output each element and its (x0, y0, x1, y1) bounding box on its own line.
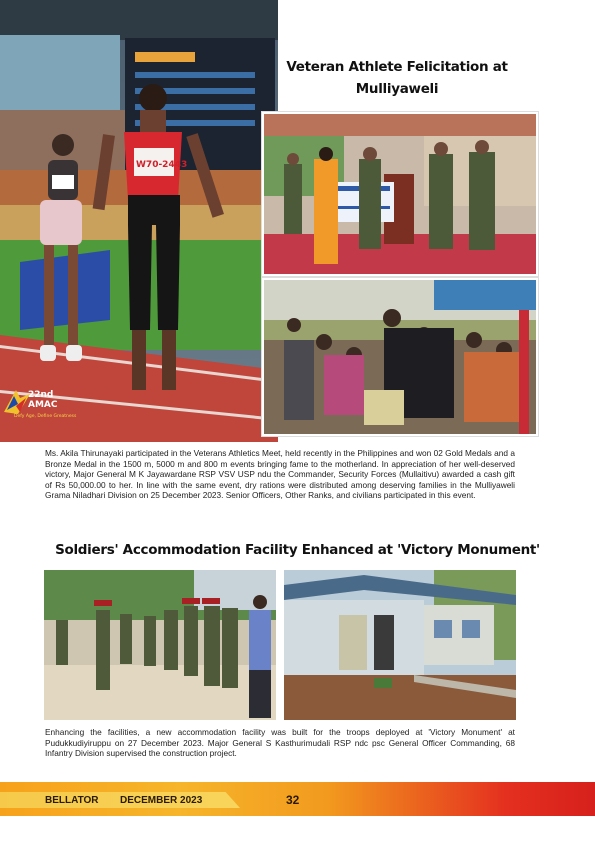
page-number: 32 (286, 793, 300, 807)
article1-title (282, 56, 512, 100)
footer-magazine: BELLATOR (45, 795, 99, 806)
accommodation-photo (284, 570, 516, 720)
ceremony-photo (262, 112, 538, 276)
article1-title-line2: Mulliyaweli (355, 81, 439, 97)
article2-body: Enhancing the facilities, a new accommodation facility was built for the troops deployed at 'Victory Monument' at Pudukkudiyiruppu on 27 December 2023. Major General S Kasthurimudali RSP ndc psc General Officer Commanding, 68 Infantry Division supervised the construction project. (45, 727, 515, 759)
article1-body: Ms. Akila Thirunayaki participated in the Veterans Athletics Meet, held recently in the Philippines and won 02 Gold Medals and a Bronze Medal in the 1500 m, 5000 m and 800 m events bringing fame to the motherland. In appreciation of her well-deserved victory, Major General M K Jayawardane RSP VSV USP ndu the Commander, Security Forces (Mullaitivu) awarded a cash gift of Rs 50,000.00 to her. In line with the same event, dry rations were distributed among deserving families in the Mulliyaweli Grama Niladhari Division on 25 December 2023. Senior Officers, Other Ranks, and civilians participated in this event. (45, 448, 515, 501)
bib-number: W70-2443 (136, 160, 188, 170)
event-logo-subtext: Defy Age, Define Greatness (14, 414, 77, 419)
event-logo (2, 384, 82, 426)
athlete-photo (0, 0, 278, 442)
footer-issue: DECEMBER 2023 (120, 795, 203, 806)
soldiers-photo (44, 570, 276, 720)
article1-title-line1: Veteran Athlete Felicitation at (286, 59, 508, 75)
article2-title: Soldiers' Accommodation Facility Enhanced at 'Victory Monument' (55, 542, 540, 558)
rations-photo (262, 278, 538, 436)
event-logo-text: 22nd AMAC (28, 390, 58, 410)
